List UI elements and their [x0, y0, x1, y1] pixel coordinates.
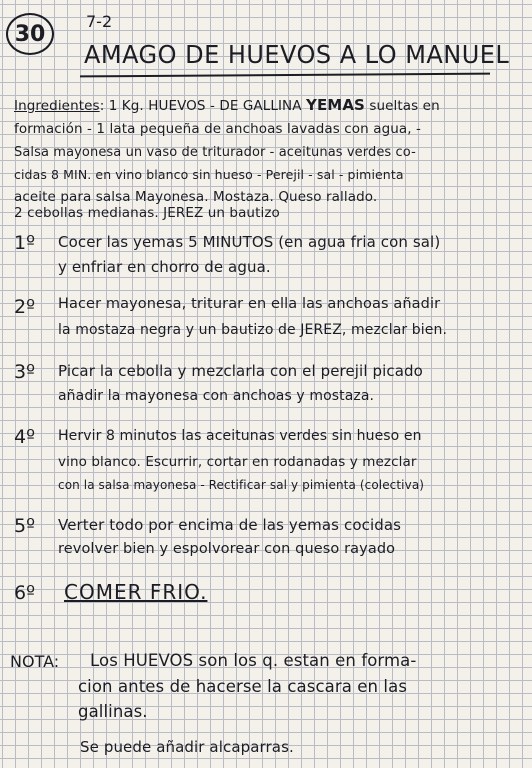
- ingredients-label: Ingredientes: [14, 98, 100, 114]
- step-line: vino blanco. Escurrir, cortar en rodanadas y mezclar: [58, 454, 417, 470]
- step-line: Hacer mayonesa, triturar en ella las anchoas añadir: [58, 296, 441, 312]
- step-line: y enfriar en chorro de agua.: [58, 258, 271, 276]
- step-number: 4º: [14, 426, 36, 448]
- ingredients-line-4: cidas 8 MIN. en vino blanco sin hueso - Perejil - sal - pimienta: [14, 167, 404, 182]
- title-underline: [80, 73, 490, 78]
- nota-line: cion antes de hacerse la cascara en las: [78, 677, 408, 696]
- step-number: 2º: [14, 296, 36, 318]
- nota-line: gallinas.: [78, 702, 148, 721]
- page-number-circle: 30: [6, 13, 54, 55]
- step-number: 5º: [14, 515, 36, 537]
- ingredients-emphasis: YEMAS: [305, 96, 365, 114]
- nota-label: NOTA:: [10, 652, 60, 671]
- ingredients-line-5: aceite para salsa Mayonesa. Mostaza. Queso rallado.: [14, 189, 378, 205]
- ingredients-line-6: 2 cebollas medianas. JEREZ un bautizo: [14, 205, 280, 221]
- step-number: 1º: [14, 232, 36, 254]
- step-line: Picar la cebolla y mezclarla con el perejil picado: [58, 362, 423, 380]
- step-line: Hervir 8 minutos las aceitunas verdes sin hueso en: [58, 428, 422, 444]
- ingredients-line-3: Salsa mayonesa un vaso de triturador - aceitunas verdes co-: [14, 145, 416, 160]
- footer-note: Se puede añadir alcaparras.: [80, 738, 294, 756]
- step-number: 3º: [14, 361, 36, 383]
- step-line: con la salsa mayonesa - Rectificar sal y pimienta (colectiva): [58, 478, 425, 492]
- step-line: añadir la mayonesa con anchoas y mostaza.: [58, 388, 375, 404]
- step-line: Cocer las yemas 5 MINUTOS (en agua fria con sal): [58, 233, 441, 251]
- step-line: Verter todo por encima de las yemas cocidas: [58, 516, 402, 534]
- ingredients-line-1: [14, 96, 440, 114]
- ingredients-text: : 1 Kg. HUEVOS - DE GALLINA: [99, 98, 306, 114]
- step-line: revolver bien y espolvorear con queso rayado: [58, 541, 396, 557]
- page-reference: 7-2: [86, 12, 113, 31]
- ingredients-line-2: formación - 1 lata pequeña de anchoas lavadas con agua, -: [14, 121, 422, 137]
- ingredients-text: sueltas en: [364, 98, 440, 114]
- nota-line: Los HUEVOS son los q. estan en forma-: [90, 651, 417, 670]
- recipe-title: AMAGO DE HUEVOS A LO MANUEL: [84, 40, 510, 69]
- step-line: la mostaza negra y un bautizo de JEREZ, mezclar bien.: [58, 322, 448, 338]
- step-number: 6º: [14, 582, 36, 604]
- step-line: COMER FRIO.: [64, 580, 208, 604]
